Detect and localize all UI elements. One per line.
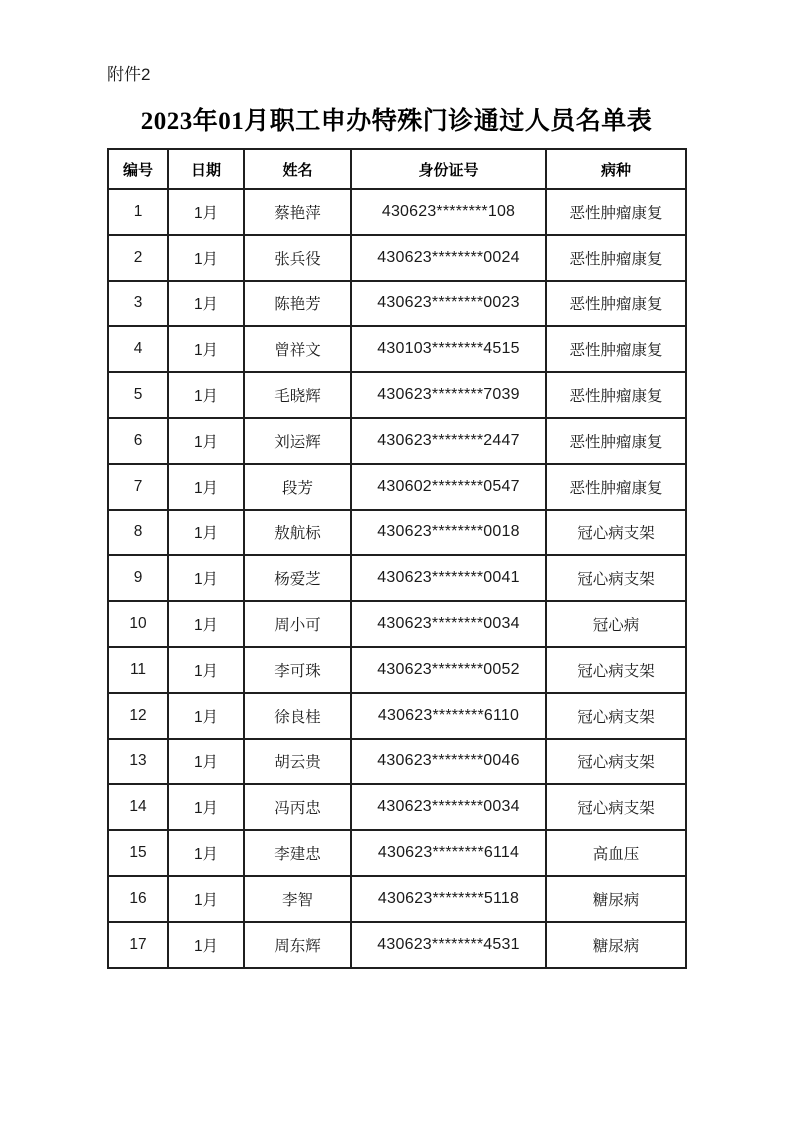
cell-disease: 冠心病支架 (546, 739, 686, 785)
table-row (108, 372, 686, 418)
table-row (108, 693, 686, 739)
cell-name: 杨爱芝 (244, 555, 351, 601)
cell-id: 430623********0052 (351, 647, 546, 693)
attachment-label: 附件2 (107, 65, 151, 84)
page-title: 2023年01月职工申办特殊门诊通过人员名单表 (140, 108, 653, 135)
cell-date: 1月 (168, 830, 244, 876)
table-row (108, 418, 686, 464)
cell-disease: 冠心病支架 (546, 693, 686, 739)
cell-date: 1月 (168, 510, 244, 556)
cell-name: 刘运辉 (244, 418, 351, 464)
cell-date: 1月 (168, 555, 244, 601)
cell-name: 李可珠 (244, 647, 351, 693)
cell-no: 11 (108, 647, 168, 693)
cell-date: 1月 (168, 418, 244, 464)
cell-no: 13 (108, 739, 168, 785)
cell-id: 430623********0018 (351, 510, 546, 556)
column-header-name: 姓名 (244, 149, 351, 189)
cell-id: 430623********6114 (351, 830, 546, 876)
table-row (108, 189, 686, 235)
cell-date: 1月 (168, 464, 244, 510)
table-row (108, 281, 686, 327)
cell-disease: 冠心病支架 (546, 647, 686, 693)
cell-no: 15 (108, 830, 168, 876)
cell-date: 1月 (168, 189, 244, 235)
cell-no: 14 (108, 784, 168, 830)
cell-no: 4 (108, 326, 168, 372)
cell-no: 10 (108, 601, 168, 647)
cell-id: 430623********0024 (351, 235, 546, 281)
cell-no: 1 (108, 189, 168, 235)
cell-disease: 恶性肿瘤康复 (546, 372, 686, 418)
cell-no: 12 (108, 693, 168, 739)
cell-date: 1月 (168, 647, 244, 693)
table-header (108, 149, 686, 189)
cell-name: 徐良桂 (244, 693, 351, 739)
cell-name: 张兵役 (244, 235, 351, 281)
cell-name: 冯丙忠 (244, 784, 351, 830)
table-row (108, 876, 686, 922)
cell-no: 5 (108, 372, 168, 418)
cell-id: 430623********5118 (351, 876, 546, 922)
table-row (108, 830, 686, 876)
cell-id: 430623********0023 (351, 281, 546, 327)
cell-date: 1月 (168, 922, 244, 968)
cell-date: 1月 (168, 876, 244, 922)
table-row (108, 739, 686, 785)
cell-name: 周东辉 (244, 922, 351, 968)
cell-id: 430623********0034 (351, 601, 546, 647)
table-row (108, 647, 686, 693)
cell-date: 1月 (168, 235, 244, 281)
cell-name: 毛晓辉 (244, 372, 351, 418)
cell-date: 1月 (168, 739, 244, 785)
cell-no: 16 (108, 876, 168, 922)
cell-name: 李建忠 (244, 830, 351, 876)
cell-disease: 恶性肿瘤康复 (546, 326, 686, 372)
table-row (108, 922, 686, 968)
cell-name: 陈艳芳 (244, 281, 351, 327)
column-header-no: 编号 (108, 149, 168, 189)
cell-disease: 冠心病支架 (546, 784, 686, 830)
cell-date: 1月 (168, 372, 244, 418)
cell-no: 8 (108, 510, 168, 556)
table-body (108, 189, 686, 968)
cell-name: 曾祥文 (244, 326, 351, 372)
cell-name: 胡云贵 (244, 739, 351, 785)
column-header-date: 日期 (168, 149, 244, 189)
cell-id: 430623********4531 (351, 922, 546, 968)
cell-id: 430623********108 (351, 189, 546, 235)
cell-no: 2 (108, 235, 168, 281)
cell-disease: 冠心病支架 (546, 510, 686, 556)
cell-id: 430623********0034 (351, 784, 546, 830)
cell-name: 李智 (244, 876, 351, 922)
cell-id: 430623********2447 (351, 418, 546, 464)
cell-id: 430623********0046 (351, 739, 546, 785)
header-row (108, 149, 686, 189)
cell-date: 1月 (168, 601, 244, 647)
table-row (108, 235, 686, 281)
cell-disease: 恶性肿瘤康复 (546, 189, 686, 235)
cell-date: 1月 (168, 326, 244, 372)
table-row (108, 601, 686, 647)
column-header-id: 身份证号 (351, 149, 546, 189)
cell-no: 17 (108, 922, 168, 968)
cell-date: 1月 (168, 693, 244, 739)
table-row (108, 464, 686, 510)
cell-disease: 高血压 (546, 830, 686, 876)
cell-disease: 恶性肿瘤康复 (546, 281, 686, 327)
cell-id: 430103********4515 (351, 326, 546, 372)
cell-name: 段芳 (244, 464, 351, 510)
cell-name: 蔡艳萍 (244, 189, 351, 235)
table-row (108, 510, 686, 556)
column-header-disease: 病种 (546, 149, 686, 189)
cell-id: 430623********6110 (351, 693, 546, 739)
cell-no: 3 (108, 281, 168, 327)
cell-no: 6 (108, 418, 168, 464)
cell-name: 敖航标 (244, 510, 351, 556)
table-row (108, 784, 686, 830)
cell-no: 9 (108, 555, 168, 601)
cell-disease: 恶性肿瘤康复 (546, 418, 686, 464)
roster-table (107, 148, 687, 969)
cell-disease: 冠心病支架 (546, 555, 686, 601)
cell-disease: 冠心病 (546, 601, 686, 647)
cell-disease: 恶性肿瘤康复 (546, 464, 686, 510)
cell-name: 周小可 (244, 601, 351, 647)
table-row (108, 555, 686, 601)
cell-disease: 糖尿病 (546, 876, 686, 922)
cell-disease: 糖尿病 (546, 922, 686, 968)
cell-id: 430602********0547 (351, 464, 546, 510)
cell-no: 7 (108, 464, 168, 510)
cell-id: 430623********0041 (351, 555, 546, 601)
table-row (108, 326, 686, 372)
cell-date: 1月 (168, 784, 244, 830)
cell-disease: 恶性肿瘤康复 (546, 235, 686, 281)
cell-date: 1月 (168, 281, 244, 327)
cell-id: 430623********7039 (351, 372, 546, 418)
